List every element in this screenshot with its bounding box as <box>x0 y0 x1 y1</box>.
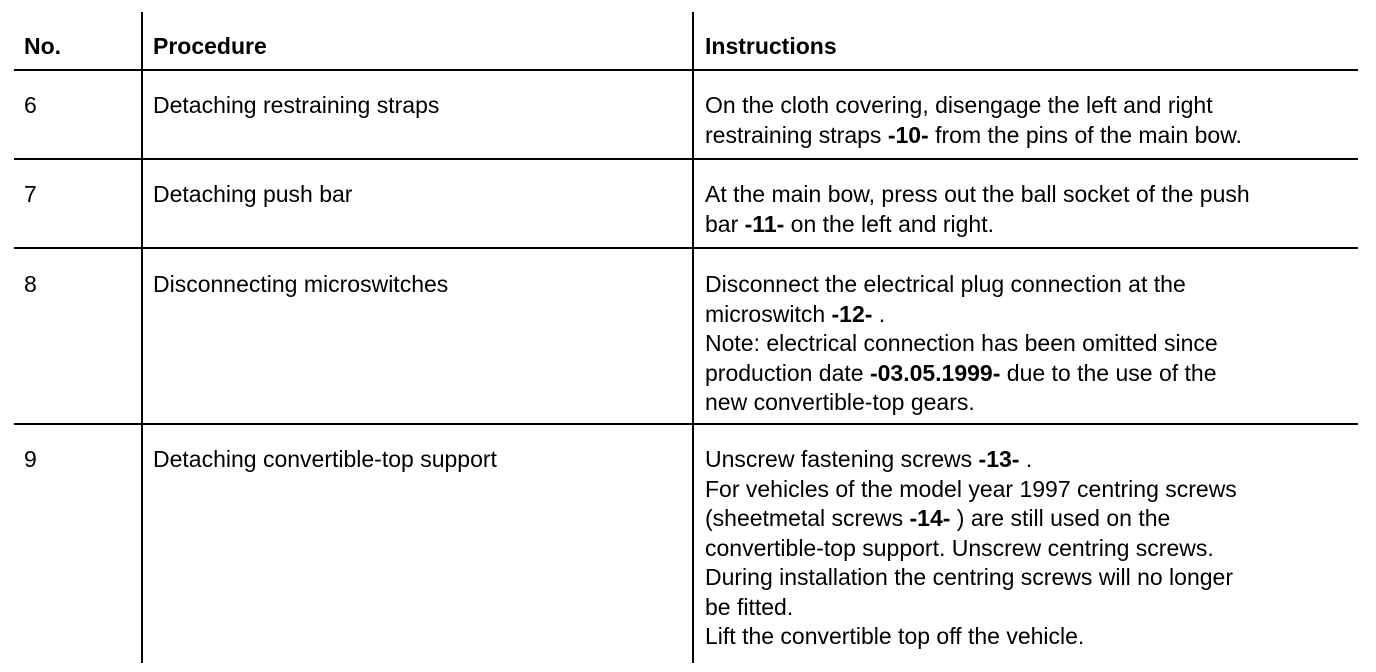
row-6-procedure: Detaching restraining straps <box>153 92 440 118</box>
row-8-no: 8 <box>24 271 37 297</box>
part-number: -13- <box>978 446 1020 472</box>
instruction-text: ) are still used on the <box>950 505 1171 531</box>
instruction-text: At the main bow, press out the ball socket of the push <box>705 181 1250 207</box>
instruction-text: due to the use of the <box>1000 359 1217 386</box>
instruction-text: . <box>872 300 886 327</box>
instruction-text: convertible-top support. Unscrew centring screws. <box>705 534 1214 561</box>
instruction-text: (sheetmetal screws <box>705 505 910 531</box>
row-9-procedure: Detaching convertible-top support <box>153 446 497 472</box>
instruction-text: On the cloth covering, disengage the left and right <box>705 92 1213 118</box>
row-6-instructions <box>705 91 1242 150</box>
instruction-line <box>705 445 1237 475</box>
instruction-text: bar <box>705 210 745 237</box>
part-number: -14- <box>909 505 951 531</box>
row-rule-6 <box>14 158 1358 160</box>
instruction-text: production date <box>705 359 870 386</box>
row-7-no: 7 <box>24 181 37 207</box>
instruction-text: from the pins of the main bow. <box>928 121 1242 148</box>
instruction-text: Lift the convertible top off the vehicle. <box>705 623 1085 649</box>
instruction-line <box>705 504 1237 534</box>
instruction-line <box>705 475 1237 505</box>
instruction-line <box>705 210 1250 240</box>
header-procedure: Procedure <box>153 33 267 59</box>
instruction-line <box>705 622 1237 652</box>
column-divider-1 <box>141 12 143 663</box>
row-8-instructions <box>705 270 1218 418</box>
instruction-line <box>705 180 1250 210</box>
instruction-line <box>705 593 1237 623</box>
instruction-text: on the left and right. <box>784 210 994 237</box>
instruction-line <box>705 534 1237 564</box>
instruction-line <box>705 300 1218 330</box>
instruction-text: For vehicles of the model year 1997 centring screws <box>705 475 1237 502</box>
part-number: -11- <box>744 210 785 237</box>
instruction-line <box>705 329 1218 359</box>
instruction-text: new convertible-top gears. <box>705 389 975 415</box>
part-number: -03.05.1999- <box>869 359 1001 386</box>
row-9-no: 9 <box>24 446 37 472</box>
row-6-no: 6 <box>24 92 37 118</box>
row-7-instructions <box>705 180 1250 239</box>
header-no: No. <box>24 33 62 59</box>
instruction-line <box>705 121 1242 151</box>
instruction-text: microswitch <box>705 300 832 327</box>
column-divider-2 <box>692 12 694 663</box>
header-instructions: Instructions <box>705 33 837 59</box>
instruction-text: restraining straps <box>705 121 888 148</box>
instruction-line <box>705 270 1218 300</box>
part-number: -10- <box>887 121 929 148</box>
row-9-instructions <box>705 445 1237 652</box>
instruction-text: Disconnect the electrical plug connection at the <box>705 271 1186 297</box>
row-7-procedure: Detaching push bar <box>153 181 353 207</box>
row-rule-8 <box>14 423 1358 425</box>
row-8-procedure: Disconnecting microswitches <box>153 271 449 297</box>
part-number: -12- <box>831 300 873 327</box>
instruction-line <box>705 359 1218 389</box>
row-rule-7 <box>14 247 1358 249</box>
instruction-text: During installation the centring screws will no longer <box>705 564 1233 590</box>
instruction-text: . <box>1019 446 1033 472</box>
header-rule <box>14 69 1358 71</box>
instruction-line <box>705 91 1242 121</box>
instruction-text: Note: electrical connection has been omitted since <box>705 330 1218 356</box>
instruction-text: be fitted. <box>705 593 794 620</box>
instruction-text: Unscrew fastening screws <box>705 446 979 472</box>
instruction-line <box>705 388 1218 418</box>
instruction-line <box>705 563 1237 593</box>
